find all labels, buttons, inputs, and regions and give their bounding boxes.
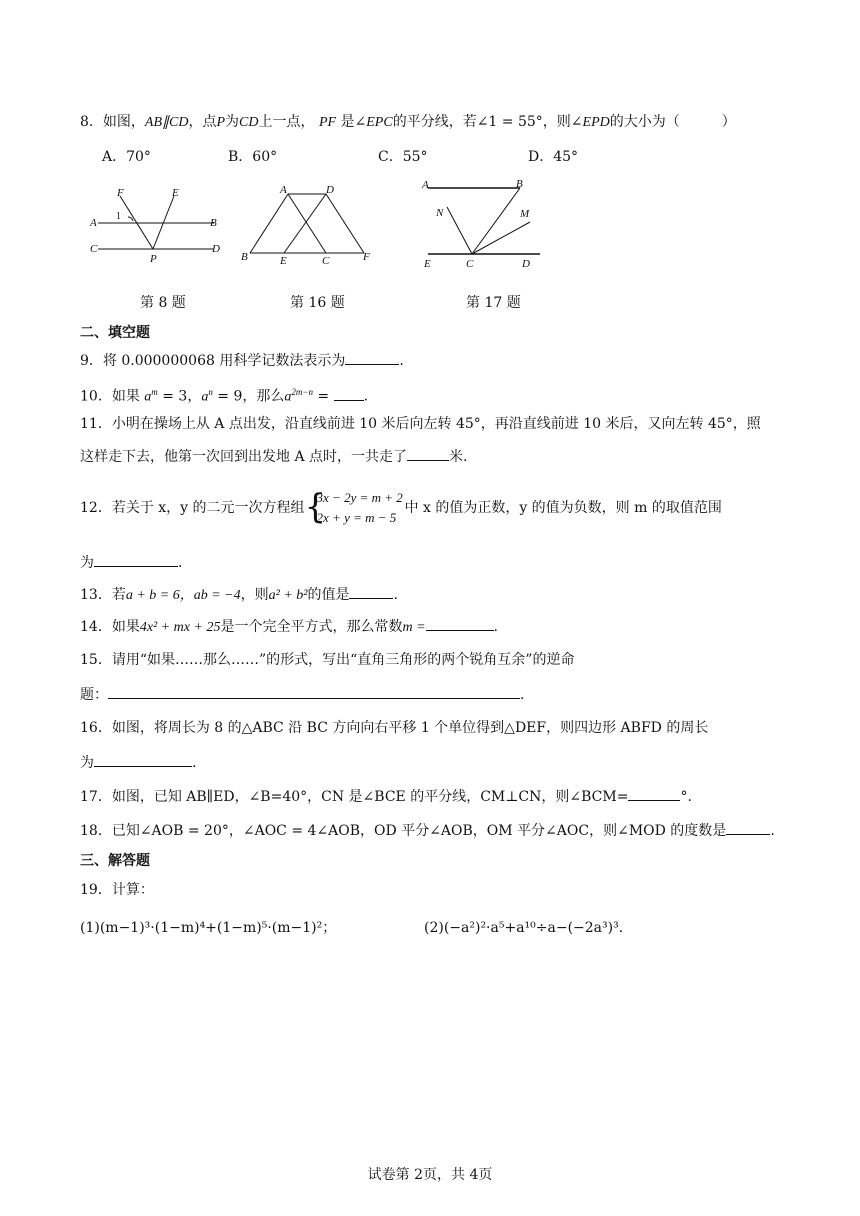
label-D: D xyxy=(212,243,220,255)
page-footer: 试卷第 2页，共 4页 xyxy=(367,1167,493,1183)
q10-text: = 9，那么 xyxy=(212,388,285,405)
q14-text: 14．如果 xyxy=(80,619,140,635)
q12-text: 为 xyxy=(80,555,94,571)
label-M: M xyxy=(520,208,530,220)
q9-text: 9．将 0.000000068 用科学记数法表示为 xyxy=(80,353,346,369)
q12-text: 中 x 的值为正数，y 的值为负数，则 m 的取值范围 xyxy=(404,500,722,516)
caption-fig17: 第 17 题 xyxy=(466,295,521,311)
q8-text: ，点 xyxy=(188,114,217,130)
question-9: 9．将 0.000000068 用科学记数法表示为 . xyxy=(80,350,790,371)
q14-math: 4x² + mx + 25 xyxy=(139,620,221,635)
choice-c: C．55° xyxy=(378,149,428,165)
q10-text: = xyxy=(312,388,334,405)
q8-text: 的大小为（ ） xyxy=(609,114,736,130)
choice-b: B．60° xyxy=(228,149,278,165)
question-12-line2: 为 . xyxy=(80,552,790,573)
q8-text: 的平分线，若∠1 = 55°，则∠ xyxy=(392,114,583,130)
q8-math: EPC xyxy=(366,115,393,130)
choice-d: D．45° xyxy=(528,149,579,165)
question-16-line2: 为 . xyxy=(80,752,790,773)
label-D: D xyxy=(326,184,334,196)
figure-17 xyxy=(416,176,556,276)
label-F: F xyxy=(363,251,370,263)
q10-math: a xyxy=(201,389,209,405)
q11-text: 米. xyxy=(449,449,468,465)
q14-text: 是一个完全平方式，那么常数 xyxy=(220,619,403,635)
label-B: B xyxy=(210,217,217,229)
label-F: F xyxy=(117,187,124,199)
q8-text: 8．如图， xyxy=(80,114,145,130)
q8-math: P xyxy=(216,115,226,130)
answer-blank xyxy=(94,552,178,567)
question-13: 13．若a + b = 6，ab = −4，则a² + b²的值是 . xyxy=(80,584,790,606)
brace-symbol: { xyxy=(304,487,327,527)
q10-math: 2m−n xyxy=(291,387,313,397)
q8-math: EPD xyxy=(582,115,610,130)
q13-text: 13．若 xyxy=(80,587,126,603)
question-17 xyxy=(80,786,790,807)
question-11-line2 xyxy=(80,446,790,467)
equation-system xyxy=(305,488,405,528)
question-16-line1: 16．如图，将周长为 8 的△ABC 沿 BC 方向向右平移 1 个单位得到△DEF，则四边形 ABFD 的周长 xyxy=(80,720,709,736)
figure-8 xyxy=(84,184,234,274)
label-P: P xyxy=(150,253,157,265)
label-B: B xyxy=(241,251,248,263)
answer-blank xyxy=(407,446,449,461)
label-1: 1 xyxy=(116,211,121,222)
answer-blank xyxy=(94,752,192,767)
label-C: C xyxy=(322,255,330,267)
label-E: E xyxy=(172,187,179,199)
question-19: 19．计算： xyxy=(80,882,154,898)
caption-fig8: 第 8 题 xyxy=(140,295,186,311)
q8-text: 为 xyxy=(225,114,240,130)
question-12 xyxy=(80,488,790,530)
answer-blank xyxy=(426,616,494,631)
q10-text: = 3， xyxy=(157,388,202,405)
q10-math: m xyxy=(151,387,158,397)
q16-text: 为 xyxy=(80,755,94,771)
q13-math: a + b = 6，ab = −4 xyxy=(125,588,241,603)
q10-math: a xyxy=(284,389,292,405)
answer-blank xyxy=(349,584,393,599)
answer-blank xyxy=(726,820,770,835)
q10-text: 10．如果 xyxy=(80,388,140,405)
q10-math: n xyxy=(208,387,213,397)
q17-text: °. xyxy=(680,789,692,805)
question-18: 18．已知∠AOB = 20°，∠AOC = 4∠AOB，OD 平分∠AOB，OM 平分∠AOC，则∠MOD 的度数是 . xyxy=(80,820,790,841)
label-A: A xyxy=(422,179,429,191)
label-C: C xyxy=(90,243,98,255)
q8-math: CD xyxy=(239,115,259,130)
q13-math: a² + b² xyxy=(268,588,308,603)
question-8 xyxy=(80,112,790,133)
q13-text: ，则 xyxy=(240,587,269,603)
question-19-part1: (1)(m−1)³·(1−m)⁴+(1−m)⁵·(m−1)²； xyxy=(80,920,337,936)
q11-text: 这样走下去，他第一次回到出发地 A 点时，一共走了 xyxy=(80,449,408,465)
section-title-fill-blank: 二、填空题 xyxy=(80,325,150,341)
q17-text: 17．如图，已知 AB∥ED，∠B=40°，CN 是∠BCE 的平分线，CM⊥CN，则∠BCM= xyxy=(80,789,629,805)
label-C: C xyxy=(466,258,474,270)
answer-blank xyxy=(628,786,680,801)
question-10: 10．如果 $a^m = 3$，$a^n = 9$，那么$a^{2m-n}$ = . xyxy=(80,387,369,405)
q14-math: m = xyxy=(402,620,426,635)
answer-blank xyxy=(108,684,520,699)
question-15-line2: 题： . xyxy=(80,684,790,705)
q13-text: 的值是 xyxy=(307,587,350,603)
q18-text: 18．已知∠AOB = 20°，∠AOC = 4∠AOB，OD 平分∠AOB，OM 平分∠AOC，则∠MOD 的度数是 xyxy=(80,823,727,839)
label-D: D xyxy=(522,258,530,270)
figure-16 xyxy=(236,182,376,272)
label-A: A xyxy=(280,184,287,196)
q8-math: PF xyxy=(318,115,337,130)
label-E: E xyxy=(280,255,287,267)
q8-text: 上一点， xyxy=(258,114,315,130)
q12-text: 12．若关于 x，y 的二元一次方程组 xyxy=(80,500,305,516)
answer-blank xyxy=(345,350,399,365)
label-E: E xyxy=(424,258,431,270)
choice-a: A．70° xyxy=(102,149,151,165)
q10-math: a xyxy=(144,389,152,405)
q15-text: 题： xyxy=(80,687,108,703)
question-11-line1: 11．小明在操场上从 A 点出发，沿直线前进 10 米后向左转 45°，再沿直线前进 10 米后，又向左转 45°，照 xyxy=(80,416,761,432)
question-15-line1: 15．请用“如果……那么……”的形式，写出“直角三角形的两个锐角互余”的逆命 xyxy=(80,652,575,668)
label-N: N xyxy=(436,207,444,219)
equation-2: 2x + y = m − 5 xyxy=(316,510,397,525)
answer-blank xyxy=(334,386,364,401)
section-title-solve: 三、解答题 xyxy=(80,853,150,869)
q8-text: 是∠ xyxy=(340,114,367,130)
label-B: B xyxy=(516,178,523,190)
question-14: 14．如果4x² + mx + 25是一个完全平方式，那么常数m = . xyxy=(80,616,790,638)
question-19-part2: (2)(−a²)²·a⁵+a¹⁰÷a−(−2a³)³． xyxy=(424,920,633,936)
label-A: A xyxy=(90,217,97,229)
q8-math: AB∥CD xyxy=(144,115,189,130)
caption-fig16: 第 16 题 xyxy=(290,295,345,311)
equation-1: 3x − 2y = m + 2 xyxy=(316,490,403,505)
